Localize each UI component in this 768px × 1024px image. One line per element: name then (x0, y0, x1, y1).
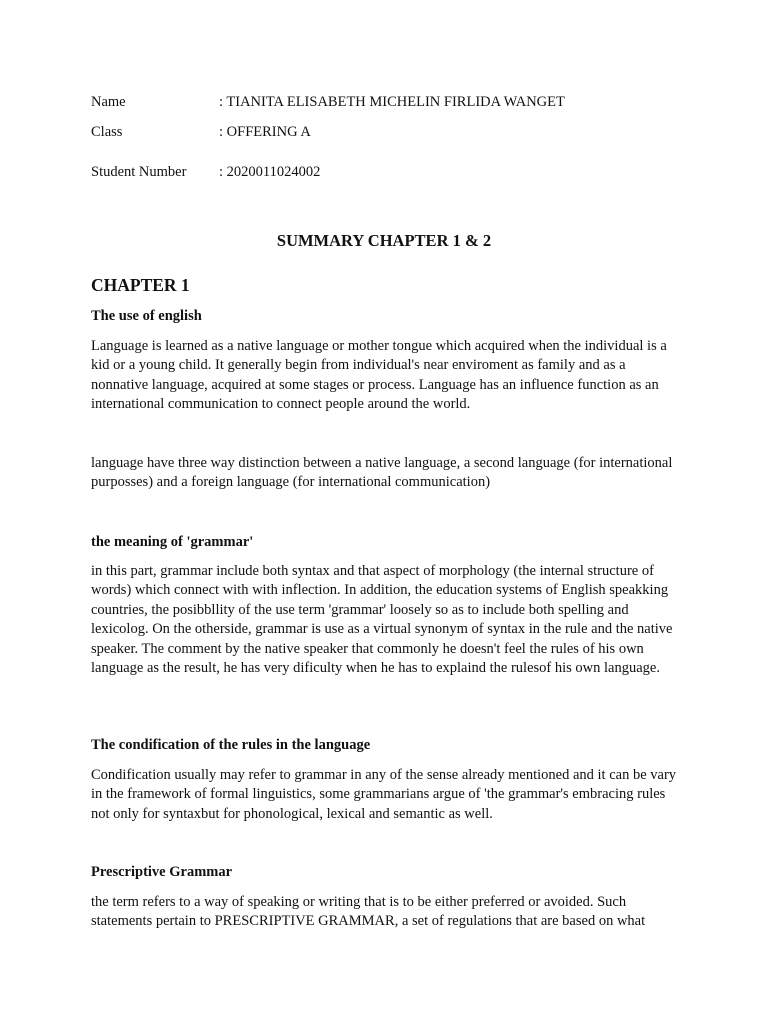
section-heading-prescriptive-grammar: Prescriptive Grammar (91, 864, 233, 880)
paragraph-use-of-english-1: Language is learned as a native language or mother tongue which acquired when the individual is a kid or a young child. It generally begin from individual's near enviroment as family and as a nonnative language, acquired at some stages or process. Language has an influence function as an international communication to connect people around the world. (91, 338, 667, 413)
name-label: Name (91, 94, 126, 110)
section-heading-use-of-english: The use of english (91, 308, 202, 324)
student-number-row (91, 163, 320, 181)
paragraph-prescriptive-grammar: the term refers to a way of speaking or writing that is to be either preferred or avoided. Such statements pertain to PRESCRIPTIVE GRAMMAR, a set of regulations that are based on what (91, 894, 646, 930)
name-row (91, 93, 565, 111)
student-number-label: Student Number (91, 164, 187, 180)
class-value: : OFFERING A (219, 124, 311, 140)
class-label: Class (91, 124, 123, 140)
document-title: SUMMARY CHAPTER 1 & 2 (276, 231, 492, 250)
section-heading-meaning-of-grammar: the meaning of 'grammar' (91, 534, 254, 550)
chapter-heading: CHAPTER 1 (91, 275, 190, 295)
name-value: : TIANITA ELISABETH MICHELIN FIRLIDA WANGET (219, 94, 565, 110)
section-heading-condification: The condification of the rules in the language (91, 737, 371, 753)
paragraph-meaning-of-grammar: in this part, grammar include both syntax and that aspect of morphology (the internal structure of words) which connect with with inflection. In addition, the education systems of English speakking countries, the posibbllity of the use term 'grammar' loosely so as to include both spelling and lexicolog. On the otherside, grammar is use as a virtual synonym of syntax in the rule and the native speaker. The comment by the native speaker that commonly he doesn't feel the rules of his own language as the result, he has very dificulty when he has to explaind the rulesof his own language. (91, 563, 673, 677)
student-number-value: : 2020011024002 (219, 164, 321, 180)
paragraph-use-of-english-2: language have three way distinction between a native language, a second language (for international purposses) and a foreign language (for international communication) (91, 455, 673, 491)
paragraph-condification: Condification usually may refer to grammar in any of the sense already mentioned and it can be vary in the framework of formal linguistics, some grammarians argue of 'the grammar's embracing rules not only for syntaxbut for phonological, lexical and semantic as well. (91, 767, 677, 822)
class-row (91, 123, 311, 141)
